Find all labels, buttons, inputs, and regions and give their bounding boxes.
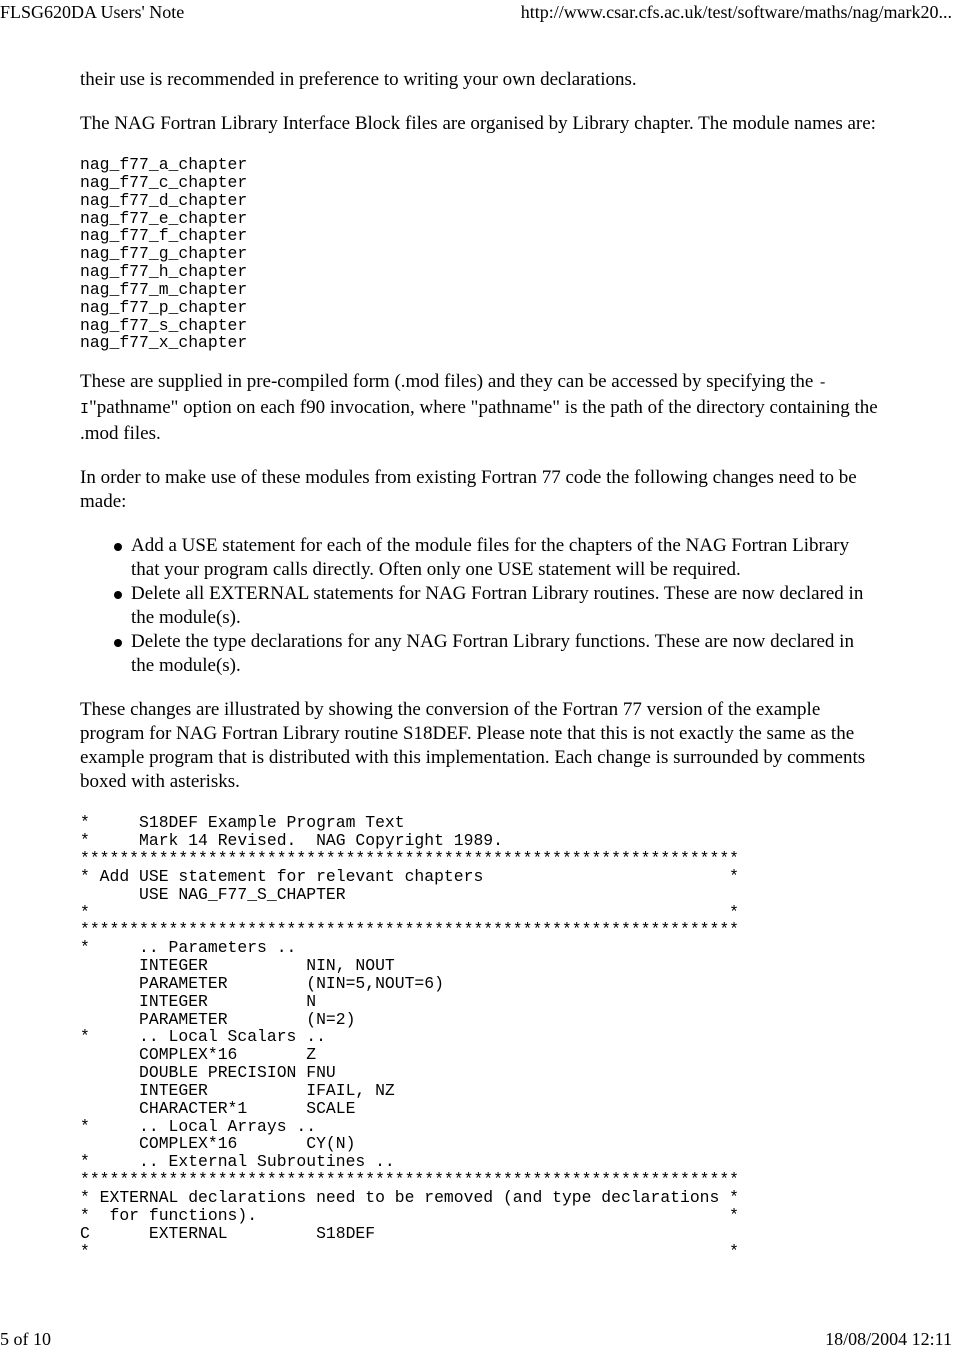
header-url: http://www.csar.cfs.ac.uk/test/software/maths/nag/mark20... xyxy=(520,2,952,22)
print-timestamp: 18/08/2004 12:11 xyxy=(825,1329,952,1349)
page-number: 5 of 10 xyxy=(0,1329,51,1349)
paragraph-module-intro: The NAG Fortran Library Interface Block files are organised by Library chapter. The module names are: xyxy=(80,113,876,134)
page-footer xyxy=(0,1327,954,1351)
header-title: FLSG620DA Users' Note xyxy=(0,2,185,22)
example-program-code: * S18DEF Example Program Text * Mark 14 Revised. NAG Copyright 1989. ******************************************************************* * Add USE statement for relevant chapters * USE NAG_F77_S_CHAPTER * * ******************************************************************* * .. Parameters .. INTEGER NIN, NOUT PARAMETER (NIN=5,NOUT=6) INTEGER N PARAMETER (N=2) * .. Local Scalars .. COMPLEX*16 Z DOUBLE PRECISION FNU INTEGER IFAIL, NZ CHARACTER*1 SCALE * .. Local Arrays .. COMPLEX*16 CY(N) * .. External Subroutines .. ******************************************************************* * EXTERNAL declarations need to be removed (and type declarations * * for functions). * C EXTERNAL S18DEF * * xyxy=(80,813,740,1261)
paragraph-precompiled-end: "pathname" option on each f90 invocation, where "pathname" is the path of the directory containing the .mod files. xyxy=(80,397,878,445)
list-item: Add a USE statement for each of the module files for the chapters of the NAG Fortran Library that your program calls directly. Often only one USE statement will be required. xyxy=(131,534,880,582)
list-item: Delete all EXTERNAL statements for NAG Fortran Library routines. These are now declared in the module(s). xyxy=(131,582,880,630)
paragraph-precompiled xyxy=(80,370,880,446)
compiler-option: -I xyxy=(80,375,828,419)
module-names-listing: nag_f77_a_chapter nag_f77_c_chapter nag_f77_d_chapter nag_f77_e_chapter nag_f77_f_chapter nag_f77_g_chapter nag_f77_h_chapter nag_f77_m_chapter nag_f77_p_chapter nag_f77_s_chapter nag_f77_x_chapter xyxy=(80,155,248,353)
changes-list xyxy=(80,534,880,678)
page-header xyxy=(0,0,954,24)
paragraph-illustration: These changes are illustrated by showing the conversion of the Fortran 77 version of the example program for NAG Fortran Library routine S18DEF. Please note that this is not exactly the same as the example program that is distributed with this implementation. Each change is surrounded by comments boxed with asterisks. xyxy=(80,699,866,793)
document-body xyxy=(80,68,880,1280)
paragraph-recommendation: their use is recommended in preference to writing your own declarations. xyxy=(80,69,637,90)
list-item: Delete the type declarations for any NAG Fortran Library functions. These are now declared in the module(s). xyxy=(131,630,880,678)
paragraph-precompiled-start: These are supplied in pre-compiled form (.mod files) and they can be accessed by specifying the xyxy=(80,371,819,393)
paragraph-changes-intro: In order to make use of these modules from existing Fortran 77 code the following changes need to be made: xyxy=(80,467,857,513)
